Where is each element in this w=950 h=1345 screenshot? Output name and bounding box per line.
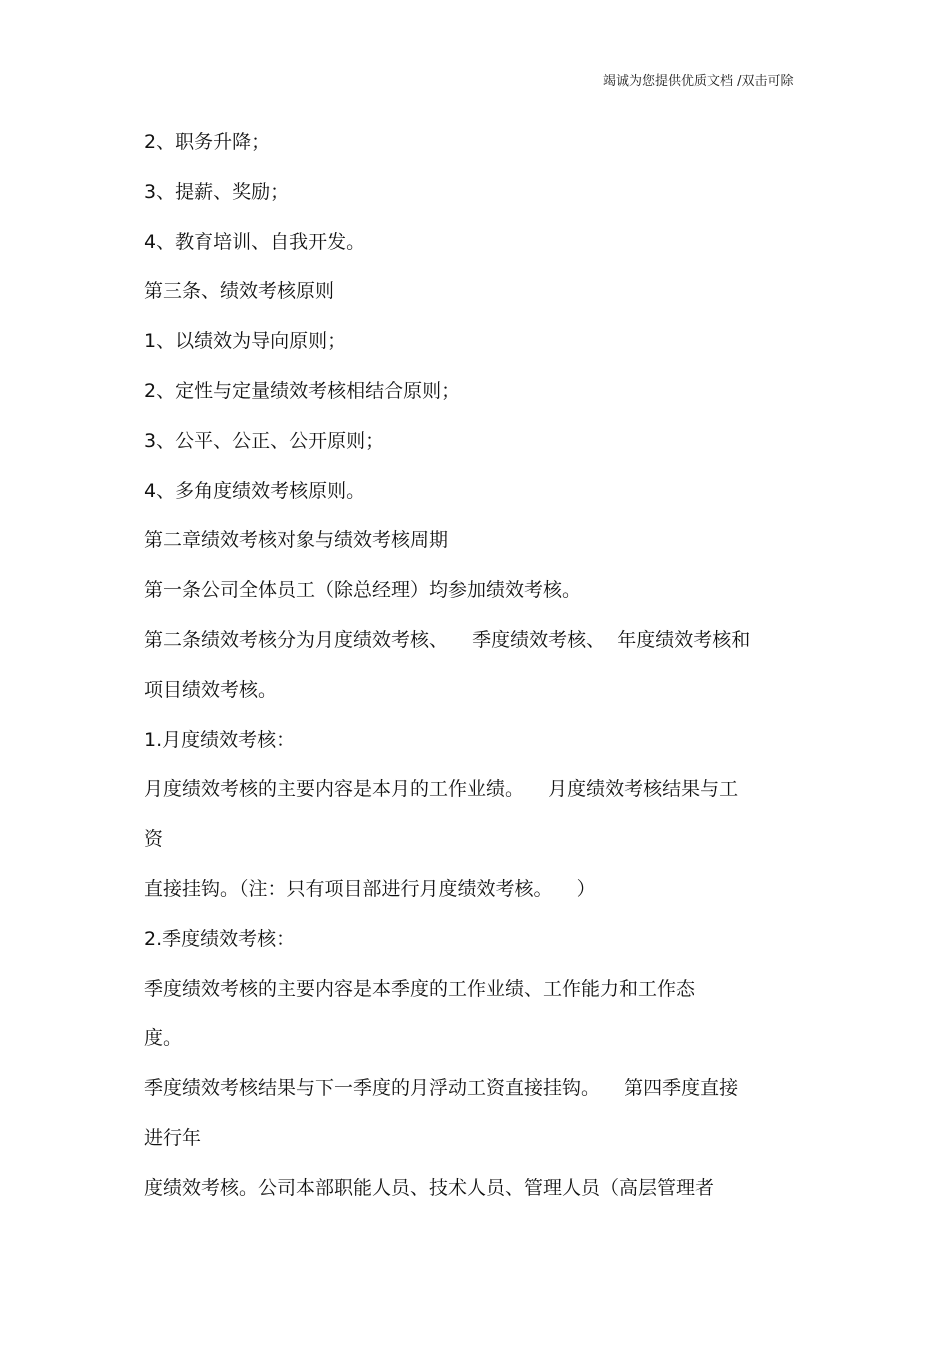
text-line: 直接挂钩。（注：只有项目部进行月度绩效考核。 ） bbox=[144, 877, 596, 900]
chapter-heading: 第二章绩效考核对象与绩效考核周期 bbox=[144, 529, 449, 552]
subsection-heading: 1.月度绩效考核： bbox=[144, 728, 296, 751]
text-line: 资 bbox=[144, 828, 164, 851]
section-heading: 第三条、绩效考核原则 bbox=[144, 280, 335, 303]
text-line: 2、职务升降； bbox=[144, 131, 271, 153]
text-line: 第二条绩效考核分为月度绩效考核、 季度绩效考核、 年度绩效考核和 bbox=[144, 628, 751, 651]
text-line: 4、多角度绩效考核原则。 bbox=[144, 479, 366, 502]
text-line: 月度绩效考核的主要内容是本月的工作业绩。 月度绩效考核结果与工 bbox=[144, 778, 739, 801]
text-line: 项目绩效考核。 bbox=[144, 678, 278, 701]
text-line: 进行年 bbox=[144, 1126, 202, 1149]
text-line: 度。 bbox=[144, 1027, 183, 1050]
header-note: 竭诚为您提供优质文档 /双击可除 bbox=[603, 74, 794, 89]
text-line: 4、教育培训、自我开发。 bbox=[144, 230, 366, 253]
text-line: 2、定性与定量绩效考核相结合原则； bbox=[144, 379, 461, 402]
text-line: 1、以绩效为导向原则； bbox=[144, 330, 347, 353]
text-line: 第一条公司全体员工（除总经理）均参加绩效考核。 bbox=[144, 579, 582, 602]
text-line: 度绩效考核。公司本部职能人员、技术人员、管理人员（高层管理者 bbox=[144, 1176, 715, 1199]
text-line: 3、提薪、奖励； bbox=[144, 180, 290, 203]
subsection-heading: 2.季度绩效考核： bbox=[144, 927, 296, 950]
text-line: 季度绩效考核的主要内容是本季度的工作业绩、工作能力和工作态 bbox=[144, 977, 696, 1000]
document-body bbox=[144, 124, 814, 1220]
text-line: 季度绩效考核结果与下一季度的月浮动工资直接挂钩。 第四季度直接 bbox=[144, 1077, 739, 1100]
text-line: 3、公平、公正、公开原则； bbox=[144, 429, 385, 452]
